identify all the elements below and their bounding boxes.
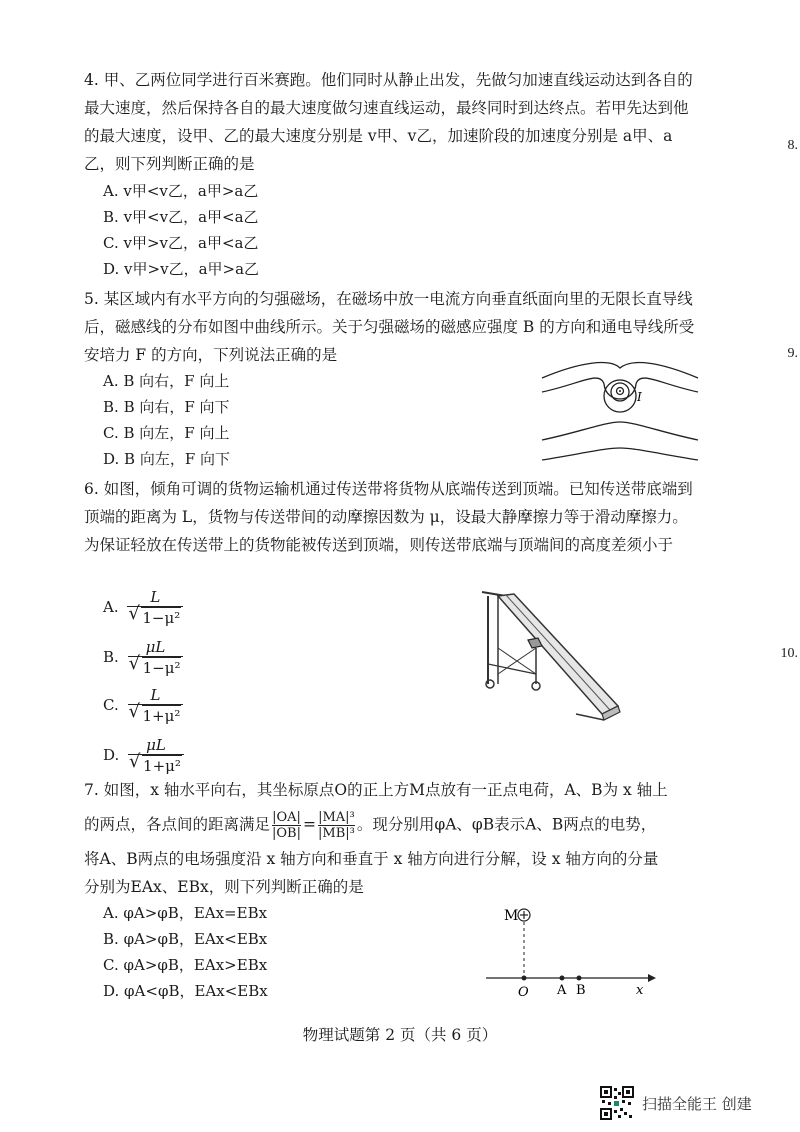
margin-number: 10. xyxy=(780,646,798,661)
point-m-label: M xyxy=(504,908,519,924)
point-b-label: B xyxy=(576,983,586,998)
axis-arrow-icon xyxy=(648,974,656,982)
question-number: 7. xyxy=(84,781,99,799)
point-a-label: A xyxy=(557,983,567,998)
q6-option-a[interactable]: A. L √ 1−μ² xyxy=(103,588,183,628)
magnetic-field-figure xyxy=(540,360,700,464)
q7-option-d[interactable]: D. φA<φB，EAx<EBx xyxy=(103,982,268,1000)
question-number: 4. xyxy=(84,71,99,89)
q4-option-c[interactable]: C. v甲>v乙，a甲<a乙 xyxy=(103,234,259,252)
field-line xyxy=(542,363,698,378)
fraction: $\frac{\text{|MA|³}}{\text{|MB|³}}$ xyxy=(318,810,355,841)
field-line xyxy=(542,448,698,460)
field-loop xyxy=(604,380,636,412)
question-5 xyxy=(84,285,696,369)
question-6 xyxy=(84,475,696,559)
fraction: L √ 1−μ² xyxy=(127,588,183,628)
q6-option-d[interactable]: D. μL √ 1+μ² xyxy=(103,736,184,776)
q6-option-c[interactable]: C. L √ 1+μ² xyxy=(103,686,183,726)
scanner-watermark xyxy=(600,1086,752,1120)
question-number: 6. xyxy=(84,480,99,498)
q4-option-a[interactable]: A. v甲<v乙，a甲>a乙 xyxy=(103,182,259,200)
charge-axis-figure xyxy=(480,902,660,1002)
fraction: μL √ 1+μ² xyxy=(128,736,184,776)
question-4 xyxy=(84,66,696,178)
question-stem: 如图，倾角可调的货物运输机通过传送带将货物从底端传送到顶端。已知传送带底端到顶端的距离为 L，货物与传送带间的动摩擦因数为 μ，设最大静摩擦力等于滑动摩擦力。为保证轻放在传送带上的货物能被传送到顶端，则传送带底端与顶端间的高度差须小于 xyxy=(84,480,693,554)
q4-option-b[interactable]: B. v甲<v乙，a甲<a乙 xyxy=(103,208,259,226)
point-o-label: O xyxy=(518,985,529,1000)
margin-number: 8. xyxy=(787,138,798,153)
wire-center xyxy=(619,390,621,392)
q5-option-a[interactable]: A. B 向右，F 向上 xyxy=(103,372,230,390)
current-label: I xyxy=(637,390,642,404)
qr-code-icon xyxy=(600,1086,634,1120)
q4-option-d[interactable]: D. v甲>v乙，a甲>a乙 xyxy=(103,260,260,278)
q7-option-c[interactable]: C. φA>φB，EAx>EBx xyxy=(103,956,268,974)
question-stem: 甲、乙两位同学进行百米赛跑。他们同时从静止出发，先做匀加速直线运动达到各自的最大速度，然后保持各自的最大速度做匀速直线运动，最终同时到达终点。若甲先达到他的最大速度，设甲、乙的最大速度分别是 v甲、v乙，加速阶段的加速度分别是 a甲、a乙，则下列判断正确的是 xyxy=(84,71,693,173)
fraction: $\frac{|OA|}{|OB|}$ xyxy=(272,810,301,841)
q7-option-a[interactable]: A. φA>φB，EAx=EBx xyxy=(103,904,268,922)
point-b xyxy=(577,976,582,981)
x-axis-label: x xyxy=(636,983,644,998)
fraction: μL √ 1−μ² xyxy=(128,638,184,678)
margin-number: 9. xyxy=(787,346,798,361)
q5-option-c[interactable]: C. B 向左，F 向上 xyxy=(103,424,230,442)
q5-option-d[interactable]: D. B 向左，F 向下 xyxy=(103,450,231,468)
page-footer: 物理试题第 2 页（共 6 页） xyxy=(302,1026,498,1044)
q5-option-b[interactable]: B. B 向右，F 向下 xyxy=(103,398,230,416)
question-number: 5. xyxy=(84,290,99,308)
field-line xyxy=(542,422,698,440)
q7-option-b[interactable]: B. φA>φB，EAx<EBx xyxy=(103,930,268,948)
scanner-brand-text: 扫描全能王 创建 xyxy=(642,1094,752,1113)
conveyor-figure xyxy=(476,588,626,724)
q6-option-b[interactable]: B. μL √ 1−μ² xyxy=(103,638,183,678)
question-stem: 某区域内有水平方向的匀强磁场，在磁场中放一电流方向垂直纸面向里的无限长直导线后，磁感线的分布如图中曲线所示。关于匀强磁场的磁感应强度 B 的方向和通电导线所受安培力 F 的方向，下列说法正确的是 xyxy=(84,290,695,364)
point-a xyxy=(560,976,565,981)
point-o xyxy=(522,976,527,981)
question-7: 7. 如图，x 轴水平向右，其坐标原点O的正上方M点放有一正点电荷，A、B为 x 轴上 的两点，各点间的距离满足 $\frac{|OA|}{|OB|}$ = $\frac{\text{|MA|³}}{\text{|MB|³}}$ 。现分别用φA、φB表示A、B两点的电势， 将A、B两点的电场强度沿 x 轴方向和垂直于 x 轴方向进行分解，设 x 轴方向的分量 分别为EAx、EBx，则下列判断正确的是 xyxy=(84,781,668,896)
field-line xyxy=(542,378,698,399)
fraction: L √ 1+μ² xyxy=(128,686,184,726)
